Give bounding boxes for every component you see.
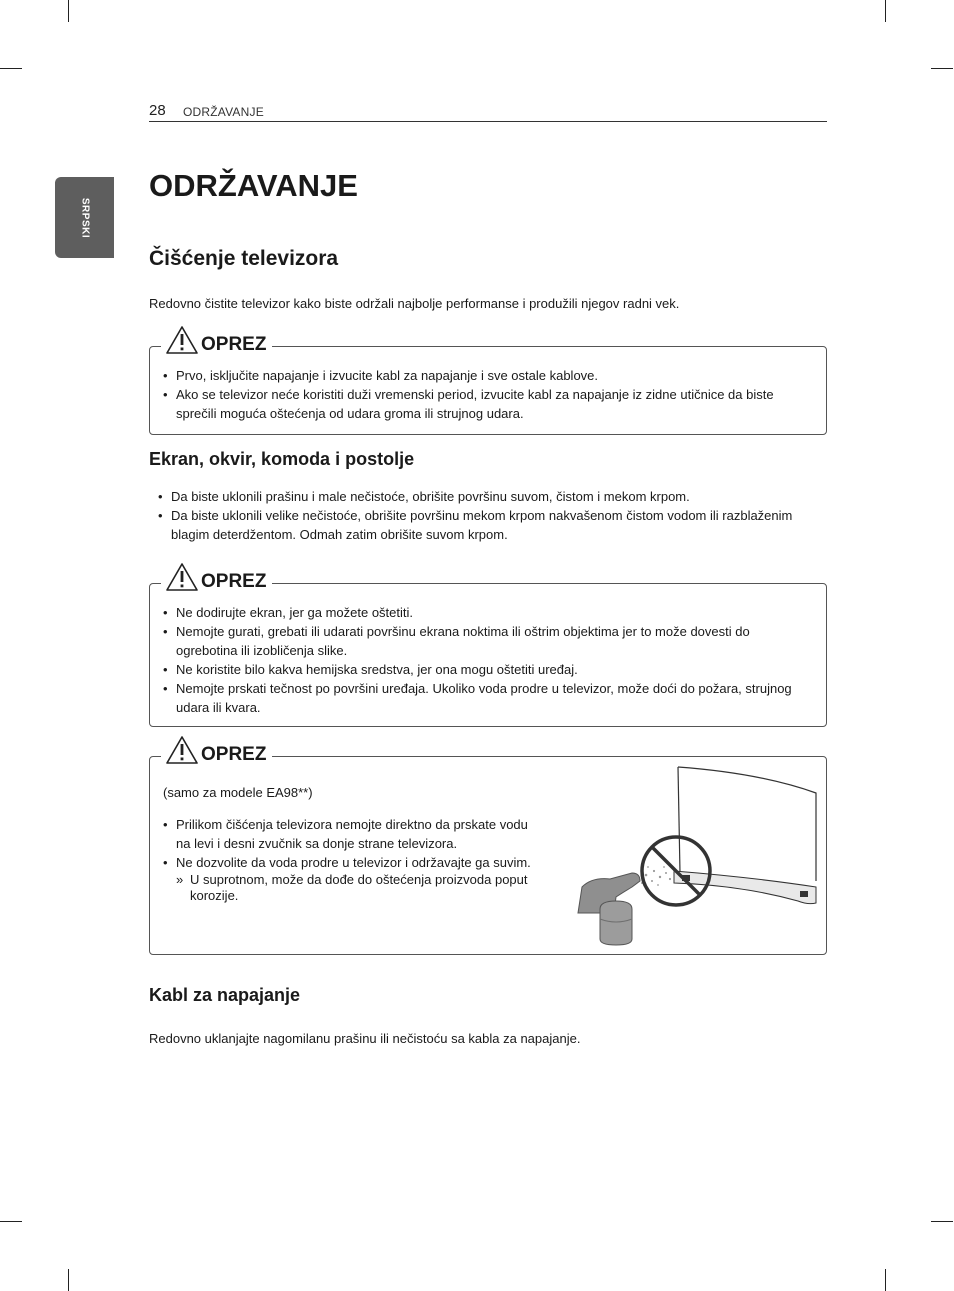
crop-mark	[0, 1221, 22, 1222]
caution-title: OPREZ	[201, 571, 267, 592]
list-item: • Ako se televizor neće koristiti duži vremenski period, izvucite kabl za napajanje iz zidne utičnice da biste sprečili moguća oštećenja od udara groma ili strujnog udara.	[163, 385, 813, 423]
model-note: (samo za modele EA98**)	[163, 785, 313, 800]
crop-mark	[931, 68, 953, 69]
crop-mark	[885, 1269, 886, 1291]
crop-mark	[68, 0, 69, 22]
screen-heading: Ekran, okvir, komoda i postolje	[149, 449, 415, 469]
screen-list	[158, 487, 798, 544]
caution-box	[149, 744, 827, 955]
warning-icon	[165, 562, 199, 592]
crop-mark	[68, 1269, 69, 1291]
caution-list	[163, 603, 813, 717]
caution-list	[163, 815, 533, 904]
language-tab-label: SRPSKI	[79, 197, 90, 238]
crop-mark	[931, 1221, 953, 1222]
sub-list-item: » U suprotnom, može da dođe do oštećenja proizvoda poput korozije.	[176, 872, 533, 904]
caution-box	[149, 334, 827, 435]
list-item: • Ne dodirujte ekran, jer ga možete oštetiti.	[163, 603, 813, 622]
list-item: • Nemojte prskati tečnost po površini uređaja. Ukoliko voda prodre u televizor, može doći do požara, strujnog udara ili kvara.	[163, 679, 813, 717]
page-header	[149, 100, 827, 122]
list-item: • Da biste uklonili velike nečistoće, obrišite površinu mekom krpom nakvašenom čistom vodom ili razblaženim blagim deterdžentom. Odmah zatim obrišite suvom krpom.	[158, 506, 798, 544]
cleaning-heading: Čišćenje televizora	[149, 247, 339, 270]
caution-list	[163, 366, 813, 423]
caution-header	[161, 325, 272, 355]
list-item: • Nemojte gurati, grebati ili udarati površinu ekrana noktima ili oštrim objektima jer to može dovesti do ogrebotina ili izobličenja slike.	[163, 622, 813, 660]
page-number: 28	[149, 102, 166, 119]
caution-header	[161, 735, 272, 765]
caution-header	[161, 562, 272, 592]
page-title: ODRŽAVANJE	[149, 168, 358, 203]
cable-heading: Kabl za napajanje	[149, 985, 301, 1005]
header-section-name: ODRŽAVANJE	[183, 105, 264, 119]
caution-title: OPREZ	[201, 744, 267, 765]
list-item: • Da biste uklonili prašinu i male nečistoće, obrišite površinu suvom, čistom i mekom krpom.	[158, 487, 798, 506]
caution-box	[149, 571, 827, 727]
crop-mark	[0, 68, 22, 69]
cleaning-intro: Redovno čistite televizor kako biste održali najbolje performanse i produžili njegov radni vek.	[149, 296, 680, 311]
list-item: • Prilikom čišćenja televizora nemojte direktno da prskate vodu na levi i desni zvučnik sa donje strane televizora.	[163, 815, 533, 853]
warning-icon	[165, 735, 199, 765]
warning-icon	[165, 325, 199, 355]
crop-mark	[885, 0, 886, 22]
list-item: • Ne dozvolite da voda prodre u televizor i održavajte ga suvim.	[163, 853, 533, 872]
tv-spray-illustration	[570, 763, 822, 949]
cable-text: Redovno uklanjajte nagomilanu prašinu ili nečistoću sa kabla za napajanje.	[149, 1031, 581, 1046]
caution-title: OPREZ	[201, 334, 267, 355]
language-tab	[55, 177, 114, 258]
sub-list-container	[163, 872, 533, 904]
list-item: • Ne koristite bilo kakva hemijska sredstva, jer ona mogu oštetiti uređaj.	[163, 660, 813, 679]
list-item: • Prvo, isključite napajanje i izvucite kabl za napajanje i sve ostale kablove.	[163, 366, 813, 385]
